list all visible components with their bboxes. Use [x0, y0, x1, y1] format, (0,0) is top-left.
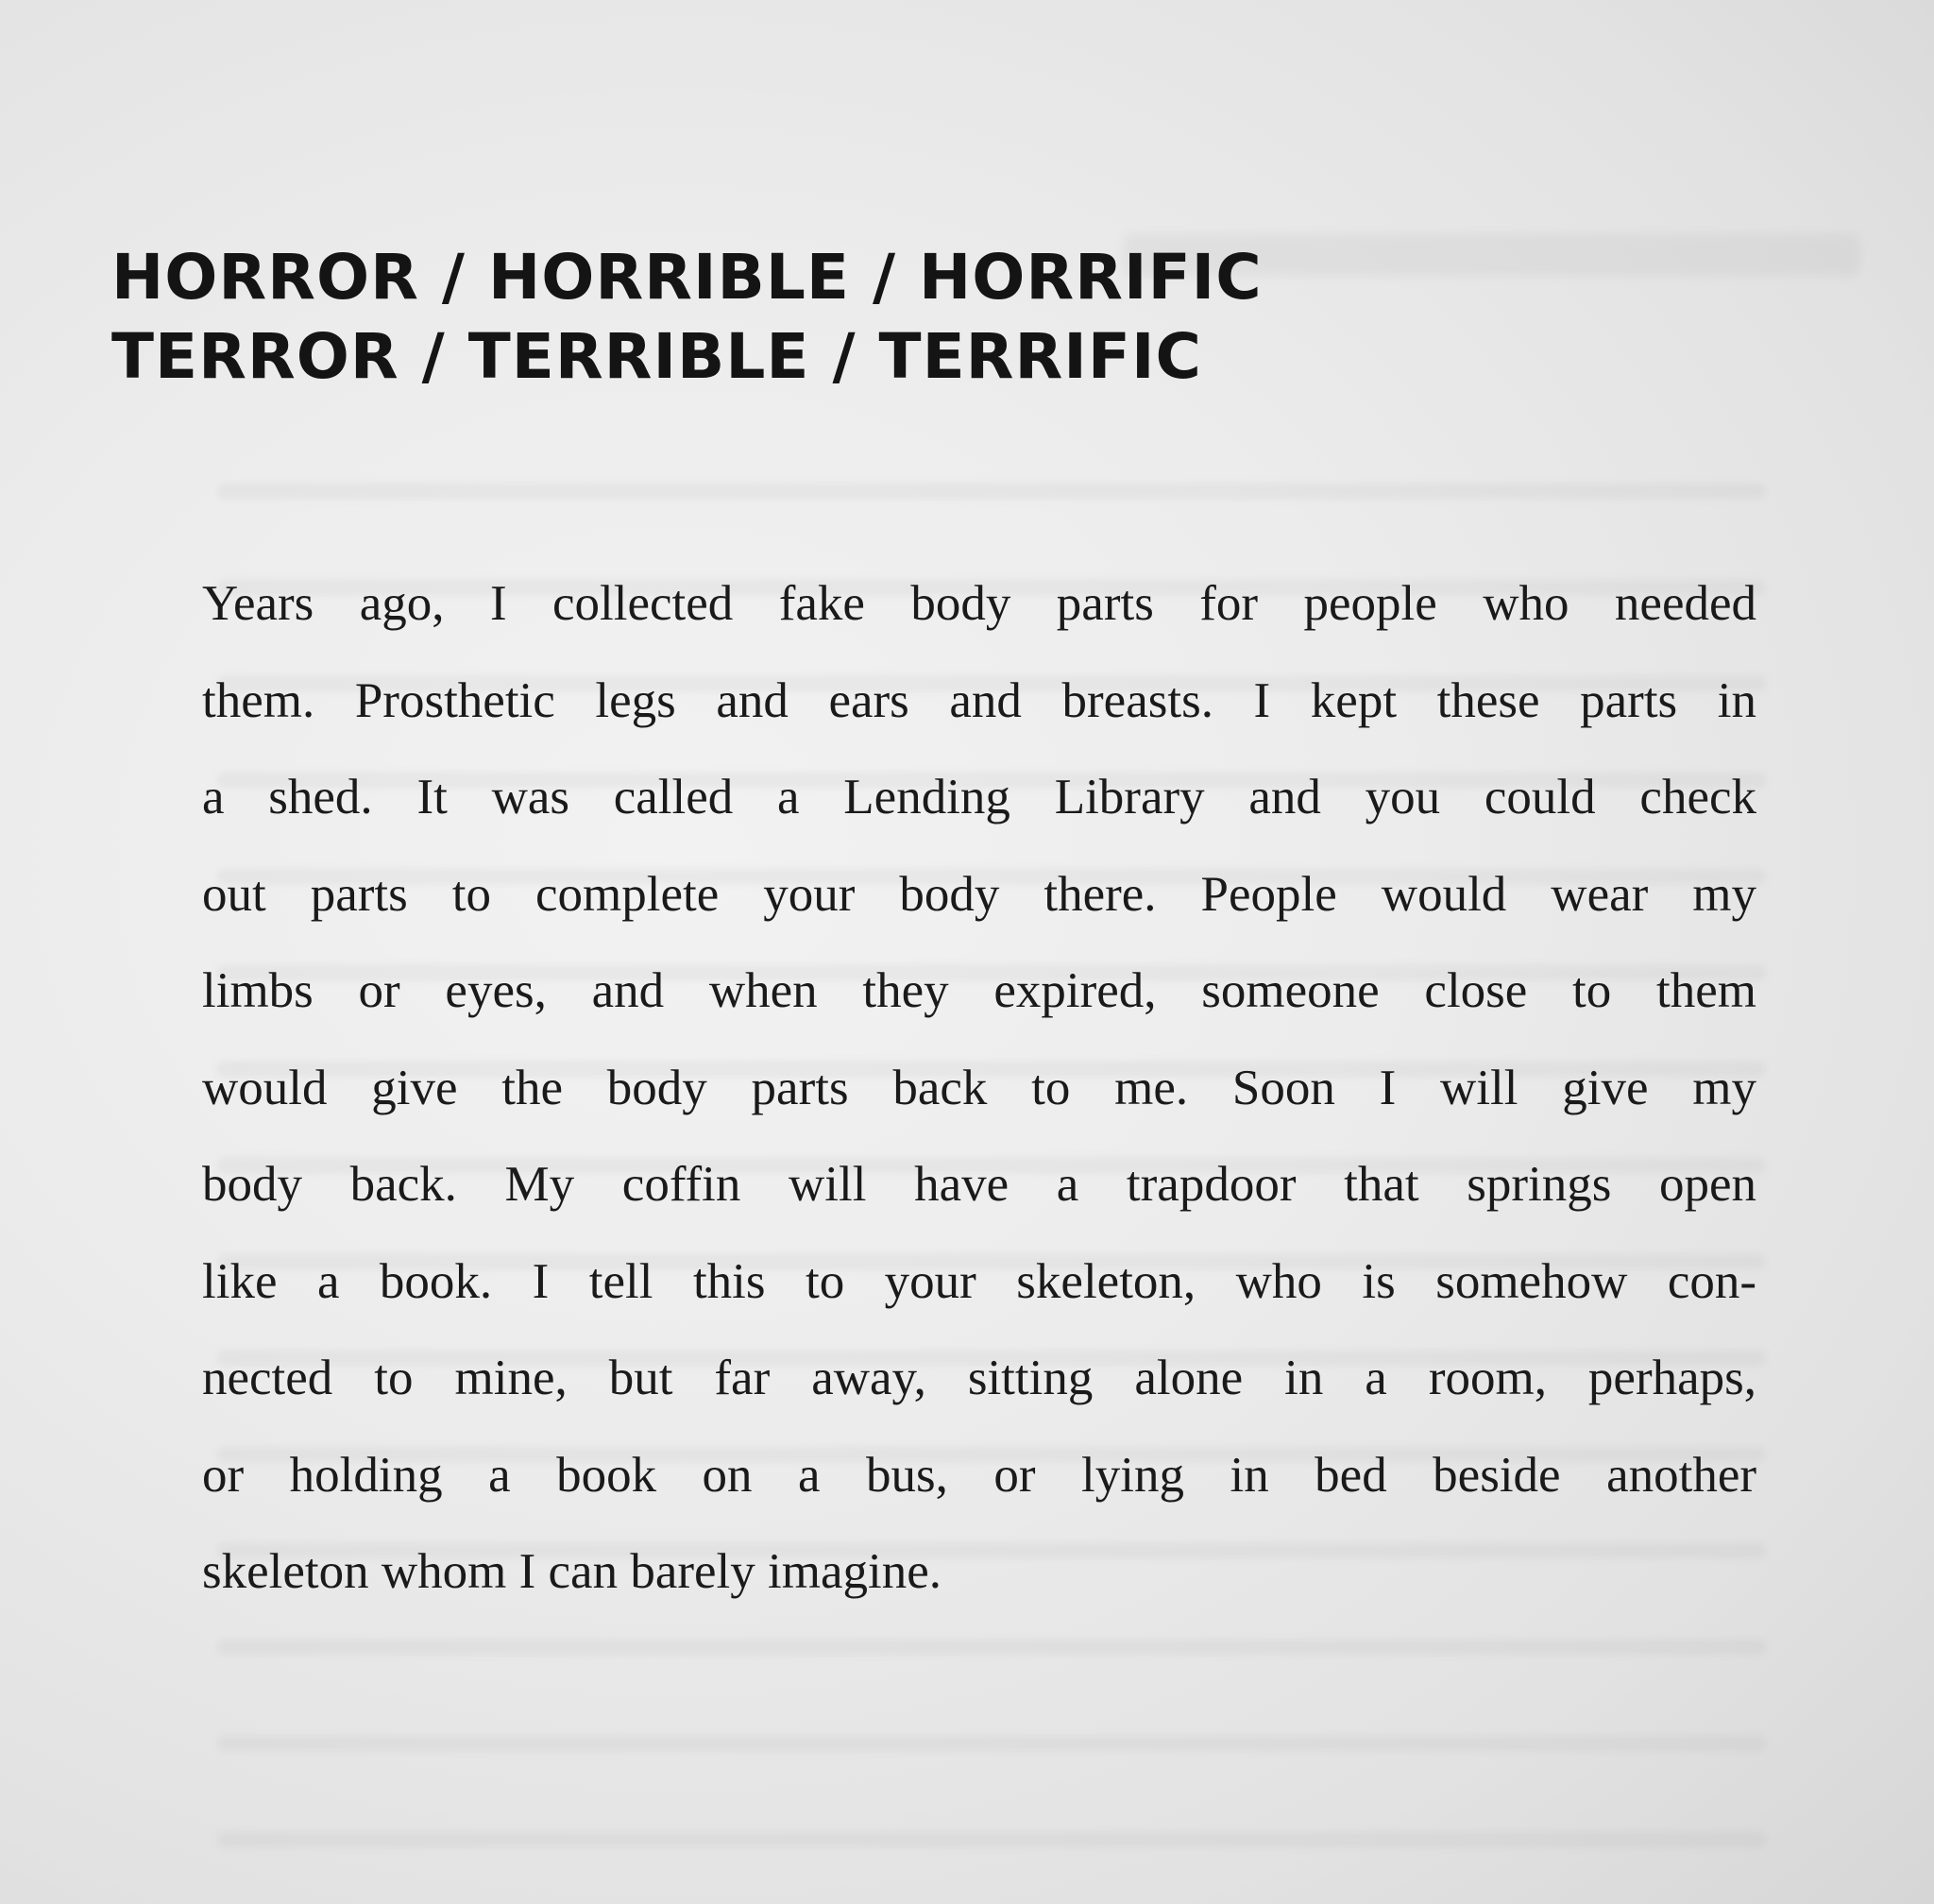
text-line: or holding a book on a bus, or lying in bed beside another [202, 1447, 1756, 1503]
text-line: skeleton whom I can barely imagine. [202, 1544, 942, 1599]
text-line: them. Prosthetic legs and ears and breasts. I kept these parts in [202, 672, 1756, 728]
text-line: limbs or eyes, and when they expired, someone close to them [202, 963, 1756, 1018]
heading-line-2: TERROR / TERRIBLE / TERRIFIC [111, 320, 1202, 393]
text-line: out parts to complete your body there. People would wear my [202, 866, 1756, 922]
text-line: a shed. It was called a Lending Library and you could check [202, 770, 1756, 824]
heading-line-1: HORROR / HORRIBLE / HORRIFIC [111, 241, 1263, 314]
text-line: Years ago, I collected fake body parts for people who needed [202, 576, 1756, 631]
text-line: like a book. I tell this to your skeleton, who is somehow con- [202, 1253, 1756, 1309]
text-line: would give the body parts back to me. Soon I will give my [202, 1060, 1756, 1115]
page-heading [111, 238, 1263, 397]
text-line: nected to mine, but far away, sitting alone in a room, perhaps, [202, 1351, 1756, 1405]
body-paragraph [202, 555, 1756, 1621]
text-line: body back. My coffin will have a trapdoor that springs open [202, 1157, 1756, 1212]
